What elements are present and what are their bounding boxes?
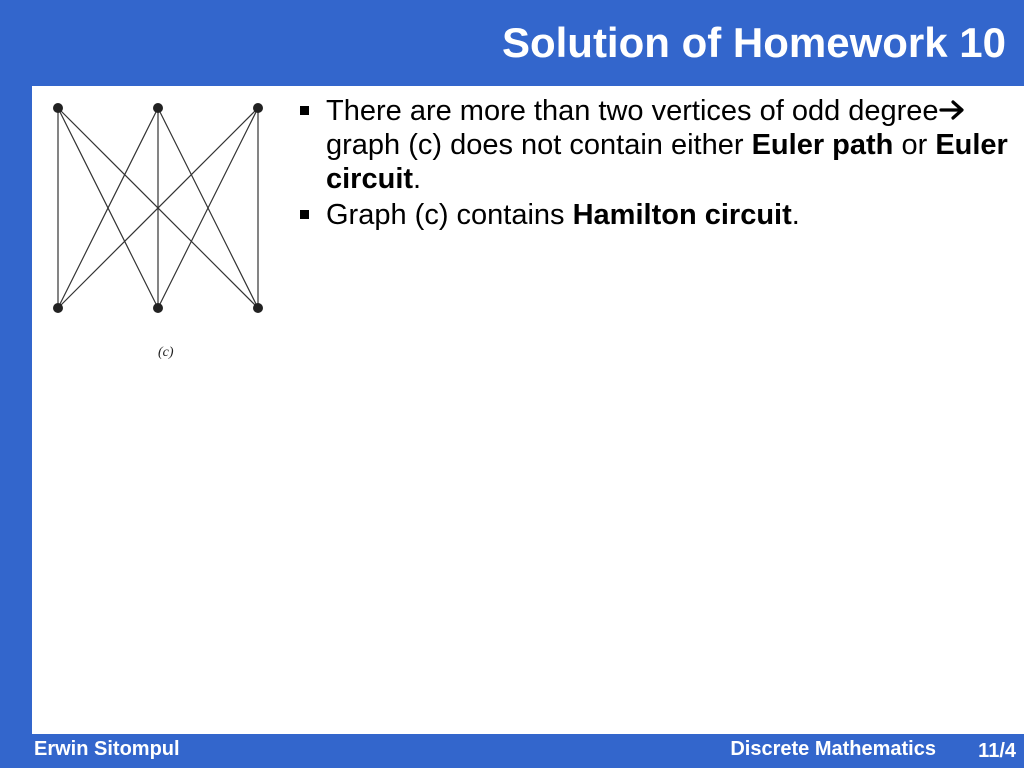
- bullet-text: .: [791, 199, 800, 231]
- bullet-text: Graph (c) contains: [326, 199, 573, 231]
- footer-bar: [0, 734, 1024, 768]
- bullet-text: There are more than two vertices of odd degree: [326, 95, 939, 127]
- bullet-square-icon: [300, 210, 309, 219]
- title-bar: [0, 0, 1024, 86]
- bullet-bold-text: Euler circuit: [326, 129, 1008, 195]
- bullet-list: [294, 94, 1014, 234]
- graph-vertex: [153, 303, 163, 313]
- bullet-text: or: [893, 129, 936, 161]
- graph-vertex: [253, 103, 263, 113]
- graph-figure: [50, 100, 300, 370]
- graph-vertex: [53, 303, 63, 313]
- figure-caption: (c): [158, 345, 174, 360]
- bullet-bold-text: Euler path: [751, 129, 894, 161]
- footer-course: Discrete Mathematics: [730, 738, 936, 760]
- right-arrow-icon: [939, 98, 967, 122]
- slide-content: [32, 86, 1024, 734]
- bullet-bold-text: Hamilton circuit: [572, 199, 792, 231]
- bullet-item: [294, 94, 1014, 196]
- page-number: 11/4: [978, 740, 1016, 762]
- slide-title: Solution of Homework 10: [501, 19, 1006, 66]
- graph-vertex: [53, 103, 63, 113]
- graph-vertex: [153, 103, 163, 113]
- bullet-text: .: [413, 163, 422, 195]
- bullet-text: graph (c) does not contain either: [326, 129, 752, 161]
- bullet-square-icon: [300, 106, 309, 115]
- graph-vertex: [253, 303, 263, 313]
- bullet-item: [294, 198, 1014, 232]
- footer-author: Erwin Sitompul: [34, 738, 180, 760]
